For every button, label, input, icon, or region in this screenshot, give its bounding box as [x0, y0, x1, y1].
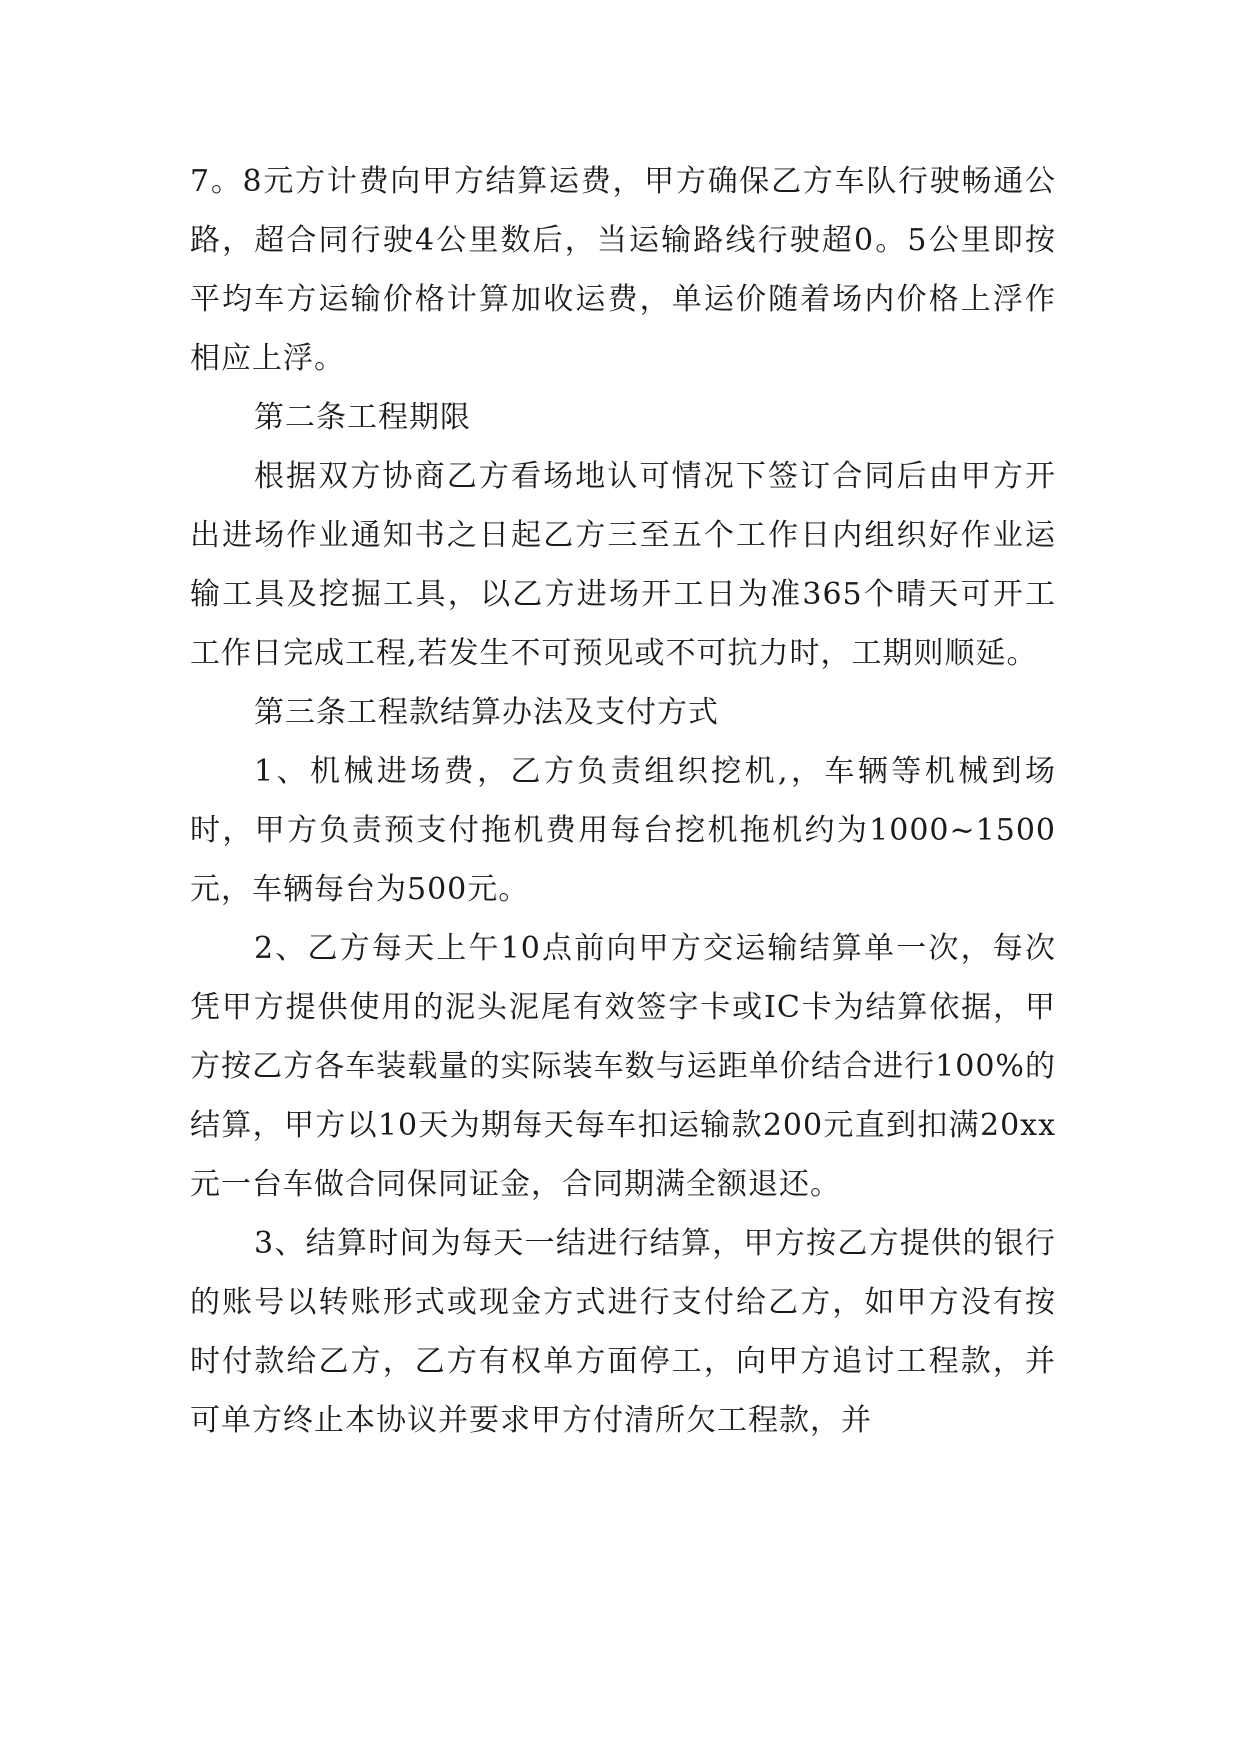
heading-article-3-payment: 第三条工程款结算办法及支付方式	[254, 695, 719, 730]
document-body	[190, 152, 1056, 1450]
paragraph-daily-settlement: 2、乙方每天上午10点前向甲方交运输结算单一次，每次凭甲方提供使用的泥头泥尾有效签字卡或IC卡为结算依据，甲方按乙方各车装载量的实际装车数与运距单价结合进行100%的结算，甲方以10天为期每天每车扣运输款200元直到扣满20xx元一台车做合同保同证金，合同期满全额退还。	[190, 931, 1056, 1202]
paragraph-settlement-time: 3、结算时间为每天一结进行结算，甲方按乙方提供的银行的账号以转账形式或现金方式进行支付给乙方，如甲方没有按时付款给乙方，乙方有权单方面停工，向甲方追讨工程款，并可单方终止本协议并要求甲方付清所欠工程款，并	[190, 1226, 1056, 1438]
paragraph-machinery-entry-fee: 1、机械进场费，乙方负责组织挖机,，车辆等机械到场时，甲方负责预支付拖机费用每台挖机拖机约为1000~1500元，车辆每台为500元。	[190, 754, 1056, 907]
heading-article-2-project-period: 第二条工程期限	[254, 400, 471, 435]
paragraph-freight-settlement: 7。8元方计费向甲方结算运费，甲方确保乙方车队行驶畅通公路，超合同行驶4公里数后，当运输路线行驶超0。5公里即按平均车方运输价格计算加收运费，单运价随着场内价格上浮作相应上浮。	[190, 164, 1056, 376]
paragraph-project-period: 根据双方协商乙方看场地认可情况下签订合同后由甲方开出进场作业通知书之日起乙方三至五个工作日内组织好作业运输工具及挖掘工具，以乙方进场开工日为准365个晴天可开工工作日完成工程,若发生不可预见或不可抗力时，工期则顺延。	[190, 459, 1056, 671]
